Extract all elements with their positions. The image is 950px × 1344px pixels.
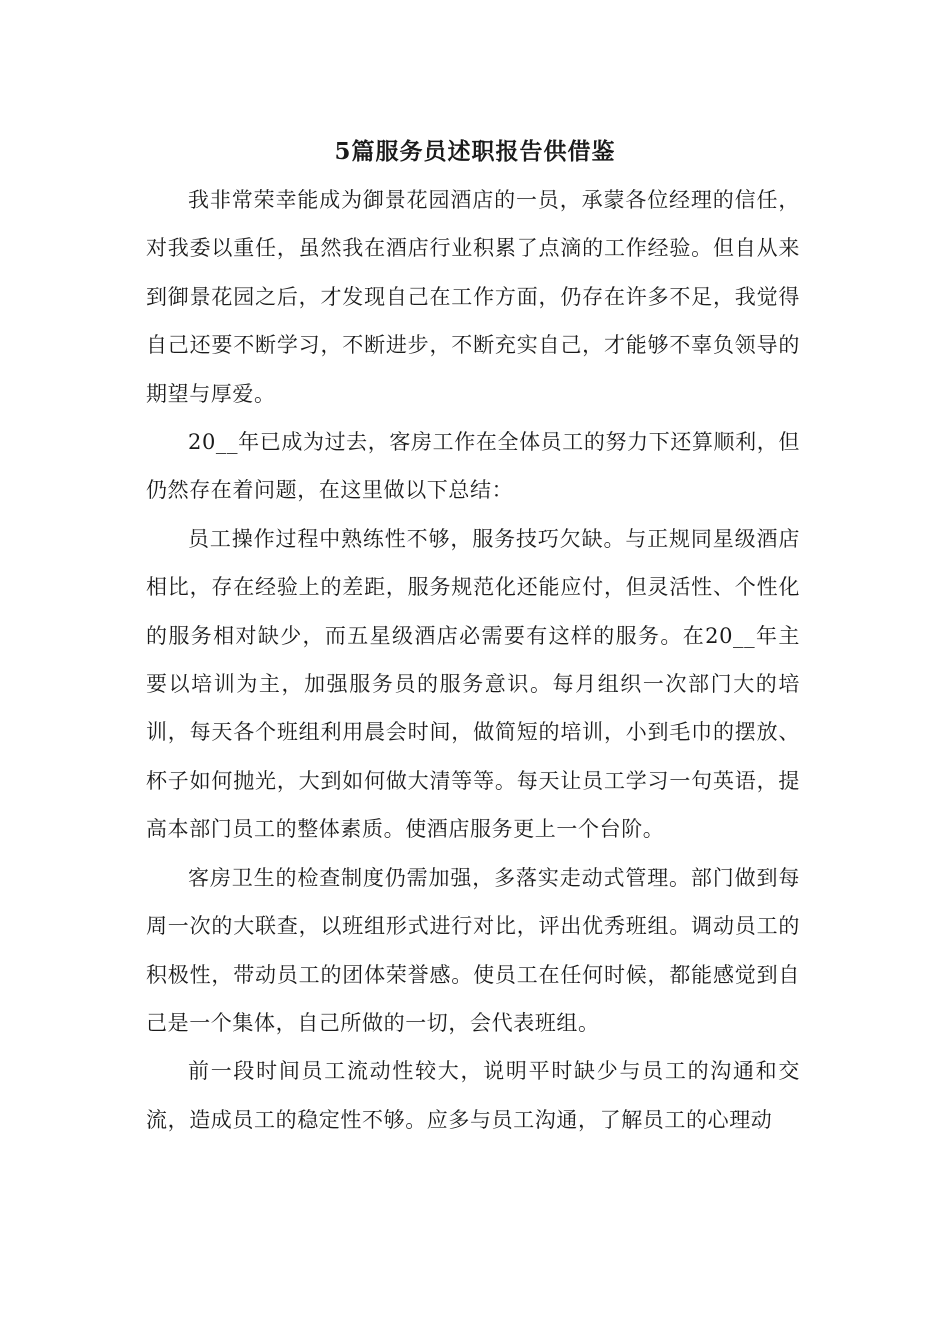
paragraph-4: 客房卫生的检查制度仍需加强，多落实走动式管理。部门做到每周一次的大联查，以班组形式进行对比，评出优秀班组。调动员工的积极性，带动员工的团体荣誉感。使员工在任何时候，都能感觉到自己是一个集体，自己所做的一切，会代表班组。 [146, 865, 800, 1035]
document-title: 5篇服务员述职报告供借鉴 [334, 138, 616, 165]
paragraph-5: 前一段时间员工流动性较大，说明平时缺少与员工的沟通和交流，造成员工的稳定性不够。应多与员工沟通，了解员工的心理动 [146, 1059, 800, 1132]
document-body [146, 176, 800, 1144]
paragraph-2: 20__年已成为过去，客房工作在全体员工的努力下还算顺利，但仍然存在着问题，在这里做以下总结： [146, 430, 800, 503]
paragraph-3: 员工操作过程中熟练性不够，服务技巧欠缺。与正规同星级酒店相比，存在经验上的差距，服务规范化还能应付，但灵活性、个性化的服务相对缺少，而五星级酒店必需要有这样的服务。在20__年主要以培训为主，加强服务员的服务意识。每月组织一次部门大的培训，每天各个班组利用晨会时间，做简短的培训，小到毛巾的摆放、杯子如何抛光，大到如何做大清等等。每天让员工学习一句英语，提高本部门员工的整体素质。使酒店服务更上一个台阶。 [146, 526, 800, 842]
paragraph-1: 我非常荣幸能成为御景花园酒店的一员，承蒙各位经理的信任，对我委以重任，虽然我在酒店行业积累了点滴的工作经验。但自从来到御景花园之后，才发现自己在工作方面，仍存在许多不足，我觉得自己还要不断学习，不断进步，不断充实自己，才能够不辜负领导的期望与厚爱。 [146, 188, 800, 406]
